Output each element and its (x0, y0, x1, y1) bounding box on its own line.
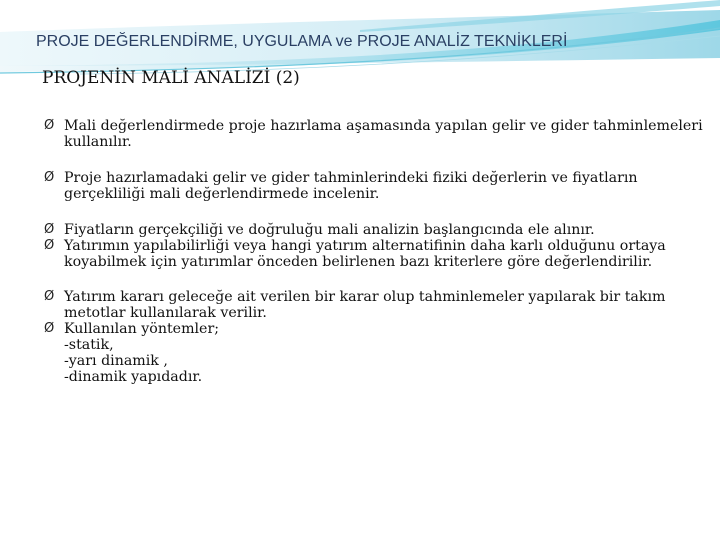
bullet-text: Yatırım kararı geleceğe ait verilen bir karar olup tahminlemeler yapılarak bir takım metotlar kullanılarak verilir. (64, 289, 666, 321)
bullet-item (44, 222, 712, 238)
bullet-text: Yatırımın yapılabilirliği veya hangi yatırım alternatifinin daha karlı olduğunu ortaya koyabilmek için yatırımlar önceden belirlenen bazı kriterlere göre değerlendirilir. (64, 238, 666, 270)
slide-subtitle: PROJENİN MALİ ANALİZİ (2) (42, 68, 300, 88)
bullet-text: Fiyatların gerçekçiliği ve doğruluğu mali analizin başlangıcında ele alınır. (64, 222, 595, 238)
bullet-item (44, 321, 712, 337)
method-text: -yarı dinamik , (64, 353, 168, 369)
bullet-text: Mali değerlendirmede proje hazırlama aşamasında yapılan gelir ve gider tahminlemeleri kullanılır. (64, 118, 703, 150)
bullet-item (44, 118, 712, 150)
arrow-bullet-icon: Ø (44, 222, 55, 237)
method-line (44, 337, 712, 353)
arrow-bullet-icon: Ø (44, 238, 55, 253)
bullet-text: Kullanılan yöntemler; (64, 321, 220, 337)
bullet-item (44, 289, 712, 321)
arrow-bullet-icon: Ø (44, 321, 55, 336)
method-text: -dinamik yapıdadır. (64, 369, 203, 385)
bullet-item (44, 238, 712, 270)
method-line (44, 369, 712, 385)
bullet-item (44, 170, 712, 202)
bullet-list (44, 118, 712, 385)
method-line (44, 353, 712, 369)
arrow-bullet-icon: Ø (44, 170, 55, 185)
method-text: -statik, (64, 337, 114, 353)
bullet-text: Proje hazırlamadaki gelir ve gider tahminlerindeki fiziki değerlerin ve fiyatların gerçekliliği mali değerlendirmede incelenir. (64, 170, 638, 202)
arrow-bullet-icon: Ø (44, 118, 55, 133)
arrow-bullet-icon: Ø (44, 289, 55, 304)
slide-title: PROJE DEĞERLENDİRME, UYGULAMA ve PROJE ANALİZ TEKNİKLERİ (36, 33, 568, 50)
